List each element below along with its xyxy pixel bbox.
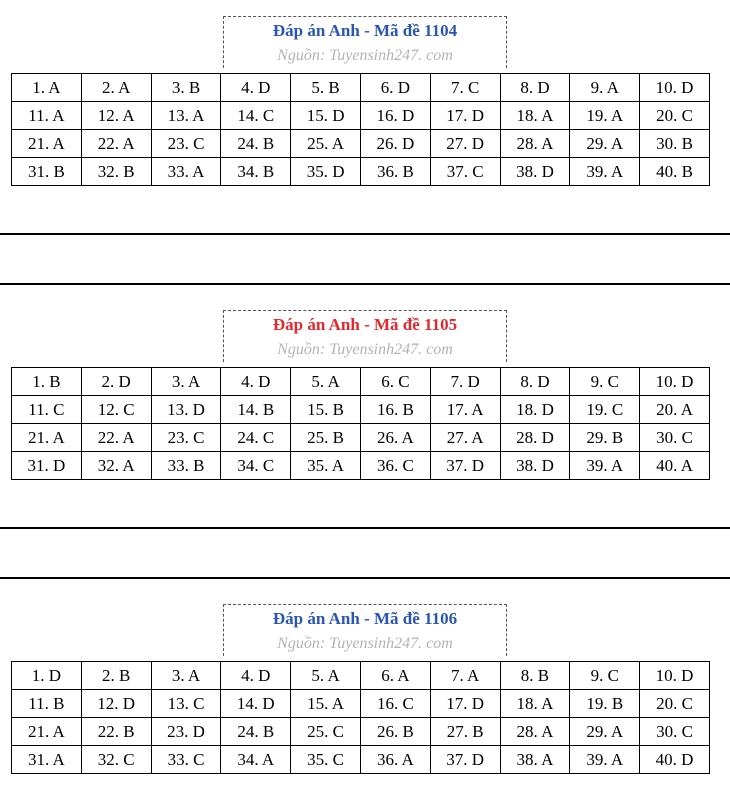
answer-cell: 6. C (360, 368, 430, 396)
answer-row (12, 368, 710, 396)
answer-cell: 29. A (570, 130, 640, 158)
answer-cell: 34. C (221, 452, 291, 480)
separator-line (0, 577, 730, 579)
answer-cell: 16. C (360, 690, 430, 718)
answer-cell: 16. D (360, 102, 430, 130)
answer-cell: 1. A (12, 74, 82, 102)
answer-cell: 2. A (81, 74, 151, 102)
answer-cell: 37. D (430, 452, 500, 480)
answer-cell: 8. D (500, 74, 570, 102)
answer-cell: 24. B (221, 718, 291, 746)
answer-cell: 25. B (291, 424, 361, 452)
answer-cell: 38. D (500, 452, 570, 480)
answer-cell: 8. D (500, 368, 570, 396)
answer-cell: 18. A (500, 690, 570, 718)
answer-cell: 22. B (81, 718, 151, 746)
answer-cell: 40. A (640, 452, 710, 480)
answer-cell: 15. D (291, 102, 361, 130)
answer-cell: 37. D (430, 746, 500, 774)
answer-header-1106 (223, 604, 507, 656)
answer-cell: 39. A (570, 452, 640, 480)
answer-cell: 38. D (500, 158, 570, 186)
answer-cell: 33. B (151, 452, 221, 480)
answer-cell: 13. C (151, 690, 221, 718)
answer-cell: 18. A (500, 102, 570, 130)
answer-cell: 9. C (570, 662, 640, 690)
answer-cell: 10. D (640, 368, 710, 396)
answer-cell: 30. B (640, 130, 710, 158)
answer-cell: 36. A (360, 746, 430, 774)
answer-cell: 19. C (570, 396, 640, 424)
answer-cell: 22. A (81, 130, 151, 158)
answer-cell: 31. A (12, 746, 82, 774)
answer-row (12, 158, 710, 186)
answer-cell: 16. B (360, 396, 430, 424)
answer-header-1104 (223, 16, 507, 68)
answer-cell: 39. A (570, 746, 640, 774)
answer-cell: 34. B (221, 158, 291, 186)
answer-cell: 7. C (430, 74, 500, 102)
answer-cell: 6. D (360, 74, 430, 102)
answer-cell: 14. B (221, 396, 291, 424)
answer-row (12, 130, 710, 158)
answer-cell: 35. D (291, 158, 361, 186)
answer-table-1105 (11, 367, 710, 480)
answer-cell: 17. D (430, 690, 500, 718)
answer-cell: 40. B (640, 158, 710, 186)
answer-cell: 4. D (221, 662, 291, 690)
answer-cell: 3. B (151, 74, 221, 102)
answer-cell: 2. D (81, 368, 151, 396)
answer-cell: 30. C (640, 424, 710, 452)
answer-cell: 13. D (151, 396, 221, 424)
answer-cell: 32. C (81, 746, 151, 774)
source-credit: Nguồn: Tuyensinh247. com (277, 47, 453, 64)
answer-title: Đáp án Anh - Mã đề 1105 (272, 315, 458, 334)
answer-cell: 14. D (221, 690, 291, 718)
answer-cell: 29. B (570, 424, 640, 452)
answer-row (12, 746, 710, 774)
answer-cell: 27. A (430, 424, 500, 452)
answer-cell: 9. A (570, 74, 640, 102)
answer-cell: 23. C (151, 424, 221, 452)
answer-cell: 5. A (291, 368, 361, 396)
answer-cell: 21. A (12, 130, 82, 158)
answer-cell: 1. D (12, 662, 82, 690)
answer-cell: 15. A (291, 690, 361, 718)
answer-cell: 26. D (360, 130, 430, 158)
answer-cell: 8. B (500, 662, 570, 690)
answer-cell: 31. D (12, 452, 82, 480)
answer-cell: 32. B (81, 158, 151, 186)
answer-cell: 31. B (12, 158, 82, 186)
answer-title: Đáp án Anh - Mã đề 1106 (272, 609, 458, 628)
answer-cell: 19. A (570, 102, 640, 130)
answer-cell: 26. B (360, 718, 430, 746)
answer-cell: 17. D (430, 102, 500, 130)
answer-row (12, 424, 710, 452)
answer-cell: 28. D (500, 424, 570, 452)
answer-cell: 11. B (12, 690, 82, 718)
answer-cell: 40. D (640, 746, 710, 774)
answer-cell: 10. D (640, 74, 710, 102)
answer-cell: 12. C (81, 396, 151, 424)
answer-cell: 39. A (570, 158, 640, 186)
answer-table-1106 (11, 661, 710, 774)
answer-row (12, 102, 710, 130)
answer-cell: 1. B (12, 368, 82, 396)
answer-cell: 6. A (360, 662, 430, 690)
answer-cell: 36. B (360, 158, 430, 186)
answer-row (12, 396, 710, 424)
answer-cell: 4. D (221, 368, 291, 396)
answer-cell: 38. A (500, 746, 570, 774)
answer-cell: 35. C (291, 746, 361, 774)
answer-cell: 5. A (291, 662, 361, 690)
answer-cell: 20. C (640, 690, 710, 718)
answer-cell: 33. A (151, 158, 221, 186)
answer-cell: 5. B (291, 74, 361, 102)
answer-cell: 20. C (640, 102, 710, 130)
answer-cell: 18. D (500, 396, 570, 424)
answer-cell: 23. C (151, 130, 221, 158)
answer-cell: 9. C (570, 368, 640, 396)
answer-cell: 11. A (12, 102, 82, 130)
answer-cell: 37. C (430, 158, 500, 186)
answer-cell: 33. C (151, 746, 221, 774)
answer-cell: 7. A (430, 662, 500, 690)
separator-line (0, 233, 730, 235)
answer-cell: 14. C (221, 102, 291, 130)
answer-title: Đáp án Anh - Mã đề 1104 (272, 21, 458, 40)
answer-cell: 21. A (12, 718, 82, 746)
answer-cell: 25. A (291, 130, 361, 158)
answer-cell: 11. C (12, 396, 82, 424)
answer-cell: 19. B (570, 690, 640, 718)
answer-cell: 29. A (570, 718, 640, 746)
answer-cell: 20. A (640, 396, 710, 424)
answer-cell: 2. B (81, 662, 151, 690)
answer-cell: 15. B (291, 396, 361, 424)
answer-cell: 34. A (221, 746, 291, 774)
answer-row (12, 662, 710, 690)
answer-row (12, 74, 710, 102)
answer-cell: 21. A (12, 424, 82, 452)
answer-cell: 22. A (81, 424, 151, 452)
answer-cell: 32. A (81, 452, 151, 480)
answer-cell: 26. A (360, 424, 430, 452)
source-credit: Nguồn: Tuyensinh247. com (277, 635, 453, 652)
answer-cell: 28. A (500, 130, 570, 158)
answer-cell: 28. A (500, 718, 570, 746)
separator-line (0, 283, 730, 285)
source-credit: Nguồn: Tuyensinh247. com (277, 341, 453, 358)
answer-cell: 36. C (360, 452, 430, 480)
answer-table-1104 (11, 73, 710, 186)
answer-cell: 17. A (430, 396, 500, 424)
answer-row (12, 718, 710, 746)
answer-cell: 3. A (151, 368, 221, 396)
answer-cell: 24. C (221, 424, 291, 452)
answer-cell: 12. D (81, 690, 151, 718)
answer-header-1105 (223, 310, 507, 362)
answer-cell: 23. D (151, 718, 221, 746)
answer-cell: 12. A (81, 102, 151, 130)
answer-row (12, 690, 710, 718)
answer-cell: 30. C (640, 718, 710, 746)
answer-row (12, 452, 710, 480)
answer-cell: 24. B (221, 130, 291, 158)
answer-cell: 3. A (151, 662, 221, 690)
answer-cell: 27. D (430, 130, 500, 158)
answer-cell: 27. B (430, 718, 500, 746)
answer-cell: 13. A (151, 102, 221, 130)
answer-cell: 25. C (291, 718, 361, 746)
answer-cell: 7. D (430, 368, 500, 396)
answer-cell: 4. D (221, 74, 291, 102)
answer-cell: 10. D (640, 662, 710, 690)
separator-line (0, 527, 730, 529)
answer-cell: 35. A (291, 452, 361, 480)
